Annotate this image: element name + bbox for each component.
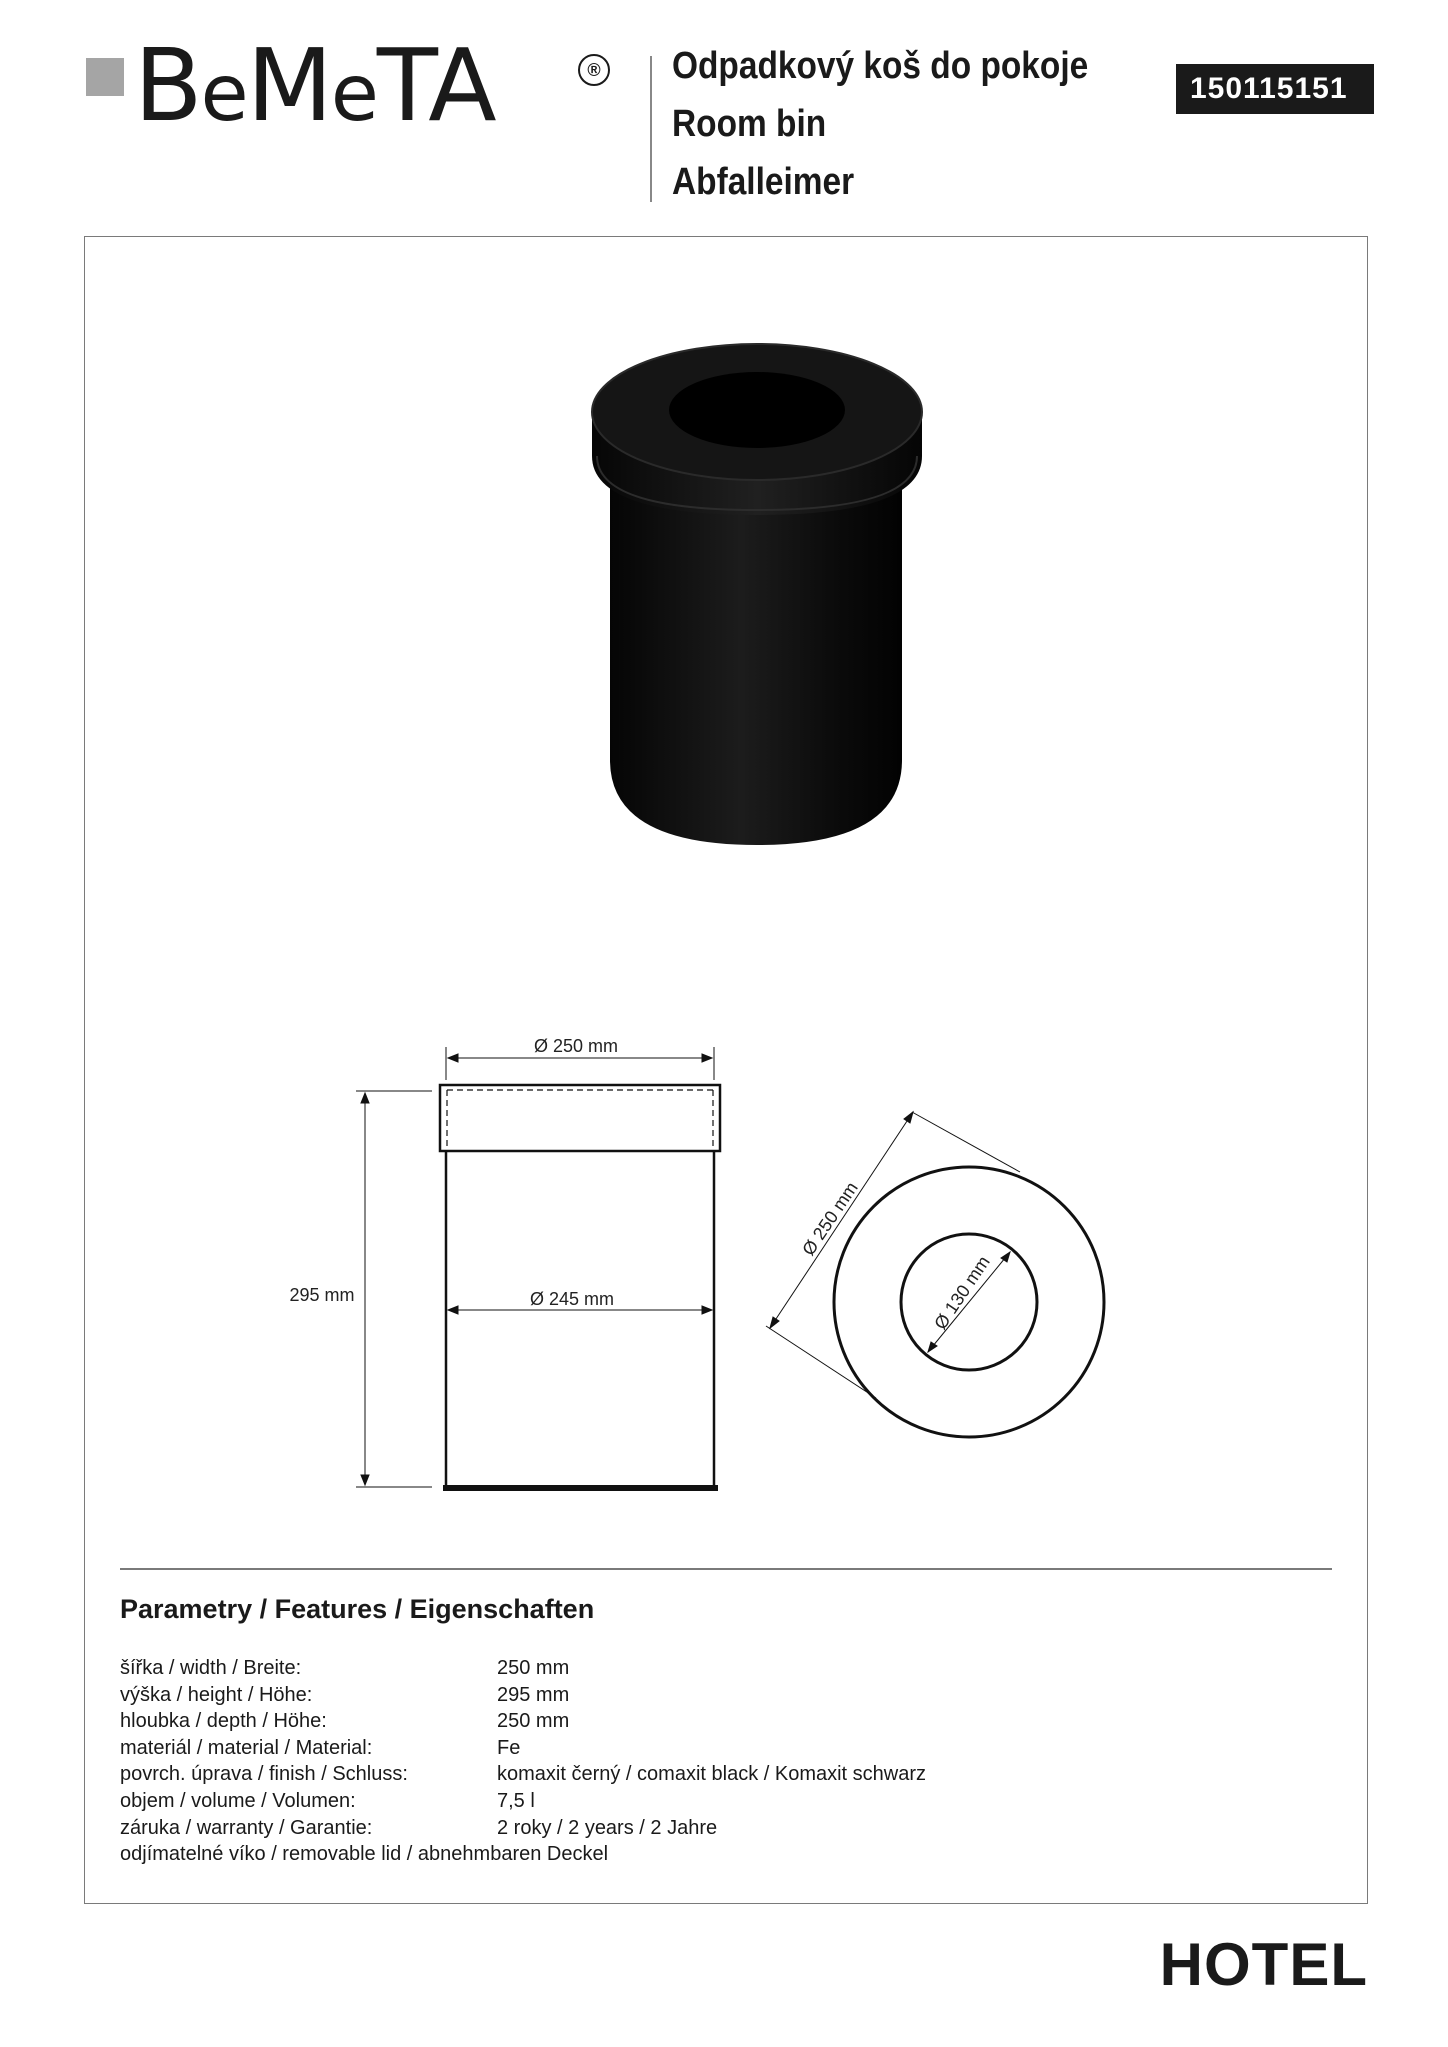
features-title: Parametry / Features / Eigenschaften [120, 1594, 595, 1624]
feature-label: objem / volume / Volumen: [120, 1789, 356, 1812]
brand-logo: BeMeTA [134, 27, 495, 144]
section-divider [120, 1568, 1332, 1570]
dim-top-diameter: Ø 250 mm [533, 1036, 619, 1056]
feature-label: povrch. úprava / finish / Schluss: [120, 1763, 408, 1786]
feature-label: hloubka / depth / Höhe: [120, 1710, 327, 1733]
title-czech: Odpadkový koš do pokoje [672, 45, 1089, 87]
title-german: Abfalleimer [672, 161, 855, 203]
dim-height: 295 mm [289, 1285, 355, 1305]
feature-label: záruka / warranty / Garantie: [120, 1816, 373, 1839]
dim-top-view-inner: Ø 130 mm [930, 1252, 994, 1334]
feature-value: 2 roky / 2 years / 2 Jahre [497, 1816, 718, 1839]
feature-label: materiál / material / Material: [120, 1736, 373, 1759]
feature-value: 250 mm [497, 1657, 570, 1679]
category-label: HOTEL [1159, 1931, 1368, 1998]
feature-label: výška / height / Höhe: [120, 1683, 313, 1706]
dim-top-view-outer: Ø 250 mm [798, 1178, 862, 1260]
registered-mark: ® [578, 54, 610, 86]
top-view [766, 1112, 1104, 1437]
feature-value: 7,5 l [497, 1789, 535, 1812]
side-view [356, 1047, 720, 1488]
feature-value: 250 mm [497, 1710, 570, 1733]
product-code: 150115151 [1176, 64, 1374, 114]
product-photo [592, 344, 922, 845]
feature-value: Fe [497, 1736, 521, 1759]
feature-value: komaxit černý / comaxit black / Komaxit schwarz [497, 1763, 927, 1786]
title-english: Room bin [672, 103, 827, 145]
feature-value: 295 mm [497, 1683, 570, 1706]
feature-label: odjímatelné víko / removable lid / abnehmbaren Deckel [120, 1843, 609, 1866]
dim-body-diameter: Ø 245 mm [529, 1289, 615, 1309]
feature-label: šířka / width / Breite: [120, 1657, 302, 1679]
